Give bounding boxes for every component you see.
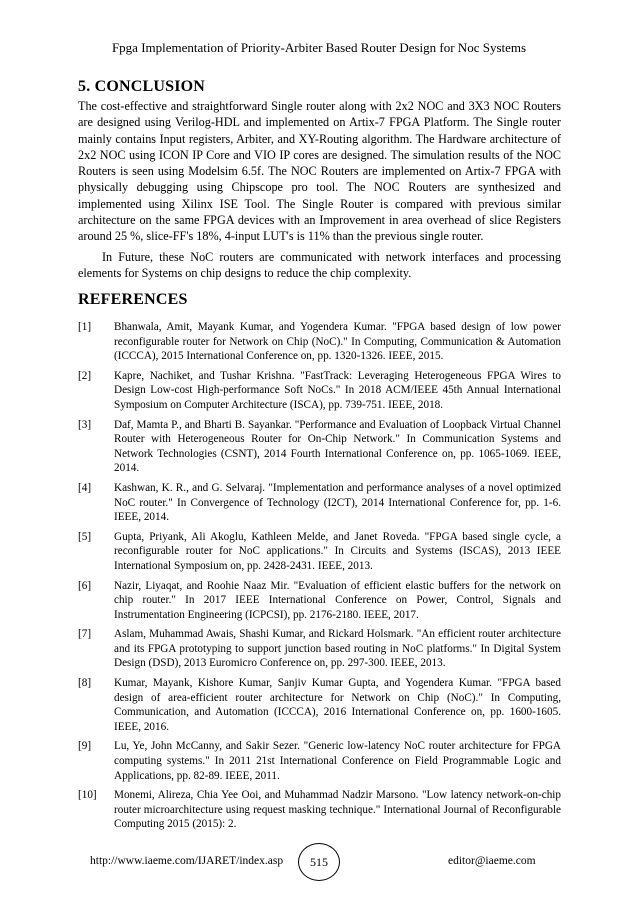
footer-url-link[interactable]: http://www.iaeme.com/IJARET/index.asp [90,855,284,867]
reference-number: [3] [78,418,92,431]
reference-item [78,676,561,734]
reference-item [78,788,561,832]
reference-number: [7] [78,628,92,641]
conclusion-paragraph-2: In Future, these NoC routers are communicated with network interfaces and processing elements for Systems on chip designs to reduce the chip complexity. [78,250,561,281]
reference-item [78,369,561,413]
reference-list [78,320,561,837]
reference-number: [2] [78,369,92,382]
reference-number: [1] [78,321,92,333]
reference-number: [5] [78,530,92,543]
reference-text: Kumar, Mayank, Kishore Kumar, Sanjiv Kumar Gupta, and Yogendera Kumar. "FPGA based design of area-efficient router architecture for Network on Chip (NoC)." In Computing, Communication, and Automation (ICCCA), 2016 International Conference on, pp. 1600-1605. IEEE, 2016. [114,677,561,733]
page-footer [0,843,638,883]
reference-number: [8] [78,677,92,690]
conclusion-paragraph-1: The cost-effective and straightforward Single router along with 2x2 NOC and 3X3 NOC Routers are designed using Verilog-HDL and implemented on Artix-7 FPGA Platform. The Single router mainly contains Input registers, Arbiter, and XY-Routing algorithm. The Hardware architecture of 2x2 NOC using ICON IP Core and VIO IP cores are designed. The simulation results of the NOC Routers is seen using Modelsim 6.5f. The NOC Routers are implemented on Artix-7 FPGA with physically debugging using Chipscope pro tool. The NOC Routers are synthesized and implemented using Xilinx ISE Tool. The Single Router is compared with previous similar architecture on the same FPGA devices with an Improvement in area overhead of slice Registers around 25 %, slice-FF's 18%, 4-input LUT's is 11% than the previous single router. [78,99,561,244]
reference-text: Aslam, Muhammad Awais, Shashi Kumar, and Rickard Holsmark. "An efficient router architecture and its FPGA prototyping to support junction based routing in NoC platforms." In Digital System Design (DSD), 2013 Euromicro Conference on, pp. 297-300. IEEE, 2013. [114,628,561,670]
reference-text: Monemi, Alireza, Chia Yee Ooi, and Muhammad Nadzir Marsono. "Low latency network-on-chip router microarchitecture using request masking technique." International Journal of Reconfigurable Computing 2015 (2015): 2. [114,789,561,831]
reference-number: [4] [78,481,92,494]
reference-text: Daf, Mamta P., and Bharti B. Sayankar. "Performance and Evaluation of Loopback Virtual Channel Router with Heterogeneous Router for On-Chip Network." In Communication Systems and Network Technologies (CSNT), 2014 Fourth International Conference on, pp. 1065-1069. IEEE, 2014. [114,418,561,475]
reference-text: Lu, Ye, John McCanny, and Sakir Sezer. "Generic low-latency NoC router architecture for FPGA computing systems." In 2011 21st International Conference on Field Programmable Logic and Applications, pp. 82-89. IEEE, 2011. [114,740,561,782]
reference-text: Kashwan, K. R., and G. Selvaraj. "Implementation and performance analyses of a novel optimized NoC router." In Convergence of Technology (I2CT), 2014 International Conference for, pp. 1-6. IEEE, 2014. [114,481,561,524]
reference-number: [10] [78,789,97,802]
page-number: 515 [298,843,340,881]
reference-text: Gupta, Priyank, Ali Akoglu, Kathleen Melde, and Janet Roveda. "FPGA based single cycle, a reconfigurable router for NoC applications." In Circuits and Systems (ISCAS), 2013 IEEE International Symposium on, pp. 2428-2431. IEEE, 2013. [114,530,561,572]
reference-text: Nazir, Liyaqat, and Roohie Naaz Mir. "Evaluation of efficient elastic buffers for the network on chip router." In 2017 IEEE International Conference on Power, Control, Signals and Instrumentation Engineering (ICPCSI), pp. 2176-2180. IEEE, 2017. [114,579,561,621]
reference-item [78,579,561,623]
reference-text: Kapre, Nachiket, and Tushar Krishna. "FastTrack: Leveraging Heterogeneous FPGA Wires to Design Low-cost High-performance Soft NoCs." In 2018 ACM/IEEE 45th Annual International Symposium on Computer Architecture (ISCA), pp. 739-751. IEEE, 2018. [114,369,561,411]
reference-item [78,627,561,671]
reference-number: [9] [78,740,92,753]
reference-item [78,739,561,783]
reference-text: Bhanwala, Amit, Mayank Kumar, and Yogendera Kumar. "FPGA based design of low power reconfigurable router for Network on Chip (NoC)." In Computing, Communication & Automation (ICCCA), 2015 International Conference on, pp. 1320-1326. IEEE, 2015. [114,321,561,363]
references-heading: REFERENCES [78,291,188,308]
reference-number: [6] [78,579,92,592]
running-header: Fpga Implementation of Priority-Arbiter Based Router Design for Noc Systems [111,40,527,55]
conclusion-heading: 5. CONCLUSION [78,78,206,95]
reference-item [78,530,561,574]
reference-item [78,320,561,364]
reference-item [78,418,561,476]
footer-email-link[interactable]: editor@iaeme.com [448,855,536,867]
reference-item [78,481,561,525]
